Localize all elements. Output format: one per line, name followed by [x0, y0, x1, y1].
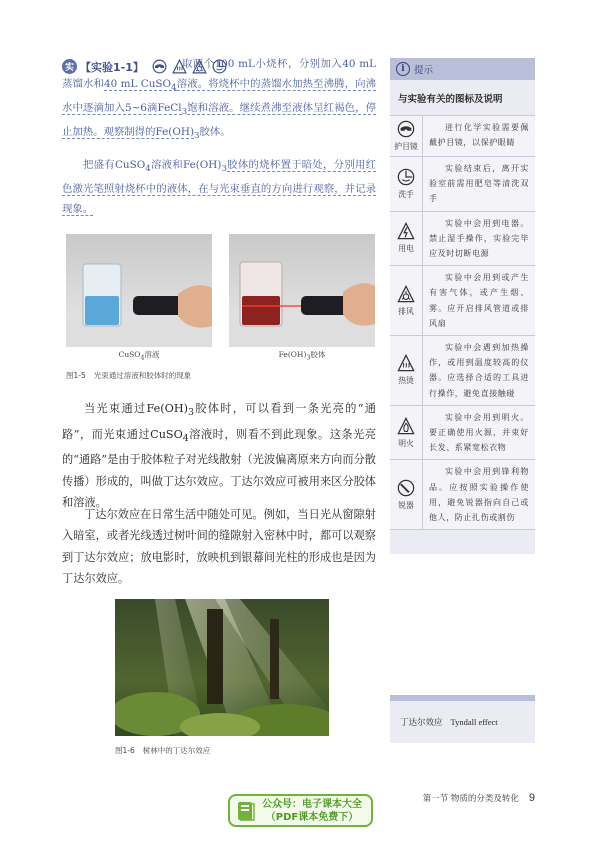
handwash-icon [397, 168, 415, 186]
electric-icon [397, 222, 415, 240]
sidebar-bottom [390, 530, 535, 554]
hazard-desc: 实验中会用到电器。禁止湿手操作，实验完毕应及时切断电源 [429, 218, 529, 259]
hazard-desc: 实验中会用到明火。要正确使用火源，并束好长发、系紧宽松衣物 [429, 412, 529, 453]
goggles-icon [397, 120, 415, 138]
photo-feoh3-colloid [229, 234, 375, 347]
hazard-row-goggles [390, 116, 535, 157]
body-paragraph-2: 丁达尔效应在日常生活中随处可见。例如，当日光从窗隙射入暗室，或者光线透过树叶间的缝隙射入密林中时，都可以观察到丁达尔效应；放电影时，放映机到银幕间光柱的形成也是因为丁达尔效应。 [62, 508, 376, 586]
book-icon [236, 800, 256, 822]
page-footer [423, 792, 535, 804]
hazard-row-handwash [390, 157, 535, 212]
tips-sidebar [390, 58, 535, 554]
sharp-icon [397, 479, 415, 497]
page-number: 9 [528, 792, 535, 804]
experiment-title: 【实验1-1】 [80, 60, 144, 74]
hazard-row-electric [390, 212, 535, 267]
hazard-row-heat [390, 336, 535, 406]
watermark-line1: 公众号：电子课本大全 [262, 798, 362, 810]
tips-subtitle: 与实验有关的图标及说明 [390, 80, 535, 116]
photo-forest-tyndall [115, 599, 329, 736]
photo-label-feoh3: $Fe(OH)_3$胶体 [278, 350, 326, 362]
hazard-row-sharp [390, 460, 535, 530]
exhaust-icon [397, 285, 415, 303]
photo-cuso4-solution [66, 234, 212, 347]
hazard-desc: 实验中会用到或产生有害气体，或产生烟、雾。应开启排风管道或排风扇 [429, 273, 529, 328]
hazard-desc: 进行化学实验需要佩戴护目镜，以保护眼睛 [429, 123, 529, 148]
hazard-name: 锐器 [398, 500, 414, 510]
photo-label-cuso4: CuSO$_4$溶液 [118, 350, 160, 362]
hazard-name: 洗手 [398, 189, 414, 199]
glossary-term [390, 695, 535, 743]
experiment-step-2: 把盛有CuSO$_4$溶液和$Fe(OH)_3$胶体的烧杯置于暗处，分别用红色激光笔照射烧杯中的液体，在与光束垂直的方向进行观察，并记录现象。 [62, 159, 377, 216]
hazard-row-flame [390, 406, 535, 461]
hazard-row-exhaust [390, 266, 535, 336]
hazard-desc: 实验中会用到锋利物品。应按照实验操作使用，避免锐器指向自己或他人，防止扎伤或割伤 [429, 467, 529, 523]
glossary-term-zh: 丁达尔效应 [400, 718, 443, 728]
glossary-term-en: Tyndall effect [450, 717, 498, 727]
watermark-banner [228, 794, 373, 827]
hazard-name: 明火 [398, 438, 414, 448]
watermark-text [262, 798, 362, 824]
hazard-desc: 实验结束后，离开实验室前需用肥皂等清洗双手 [429, 164, 529, 204]
hazard-name: 用电 [398, 244, 414, 254]
heat-icon [397, 354, 415, 372]
figure-1-6-caption: 图1-6 树林中的丁达尔效应 [115, 746, 211, 755]
hazard-name: 热烫 [398, 376, 414, 386]
experiment-badge-icon: 实 [62, 59, 77, 74]
hazard-desc: 实验中会遇到加热操作，或用到温度较高的仪器。应选择合适的工具进行操作，避免直接触碰 [429, 343, 529, 398]
hazard-name: 排风 [398, 306, 414, 316]
body-paragraph-1: 当光束通过$Fe(OH)_3$胶体时，可以看到一条光亮的“通路”，而光束通过CuSO$_4$溶液时，则看不到此现象。这条光亮的“通路”是由于胶体粒子对光线散射（光波偏离原来方向而分散传播）形成的，叫做丁达尔效应。丁达尔效应可被用来区分胶体和溶液。 [62, 402, 376, 510]
footer-section: 第一节 物质的分类及转化 [422, 794, 519, 804]
watermark-line2: （PDF课本免费下） [265, 811, 359, 823]
experiment-step-1: 取两个100 mL小烧杯，分别加入40 mL蒸馏水和40 mL CuSO$_4$溶液。将烧杯中的蒸馏水加热至沸腾，向沸水中逐滴加入5~6滴FeCl$_3$饱和溶液。继续煮沸至液体呈红褐色，停止加热。观察制得的$Fe(OH)_3$胶体。 [62, 58, 377, 142]
hazard-name: 护目镜 [394, 142, 418, 151]
info-icon: i [396, 62, 410, 76]
figure-1-5-caption: 图1-5 光束通过溶液和胶体时的现象 [66, 371, 192, 380]
tips-header-label: 提示 [414, 65, 434, 76]
flame-icon [397, 417, 415, 435]
tips-header [390, 58, 535, 80]
